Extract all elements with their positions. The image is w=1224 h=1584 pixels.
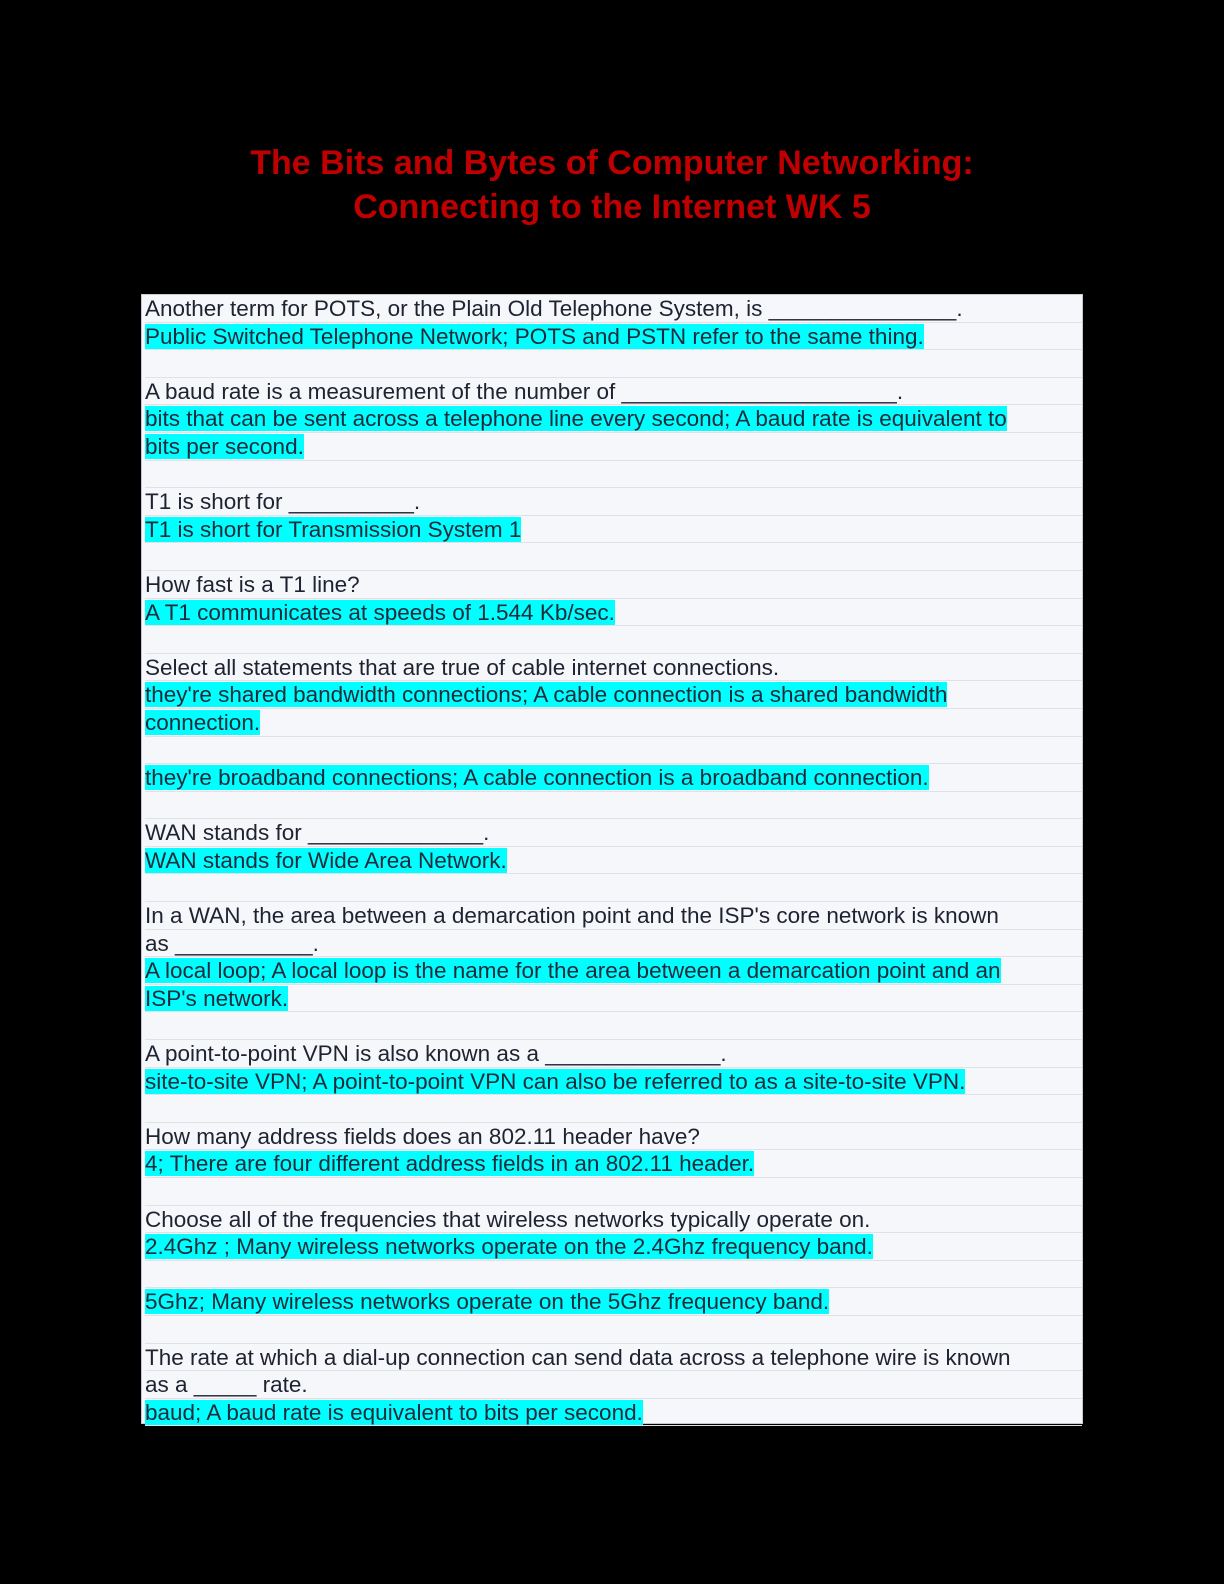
question-text: A point-to-point VPN is also known as a ______________. [145, 1041, 727, 1067]
question-line [145, 571, 1082, 599]
answer-text: bits per second. [145, 433, 304, 459]
question-line [145, 930, 1082, 958]
question-line [145, 819, 1082, 847]
answer-line [145, 985, 1082, 1013]
question-line [145, 1040, 1082, 1068]
answer-line [145, 323, 1082, 351]
blank-line [145, 1316, 1082, 1344]
blank-line [145, 543, 1082, 571]
answer-text: ISP's network. [145, 985, 289, 1011]
blank-line [145, 874, 1082, 902]
blank-line [145, 1012, 1082, 1040]
answer-line [145, 433, 1082, 461]
answer-line [145, 764, 1082, 792]
document-title-line-2: Connecting to the Internet WK 5 [353, 188, 871, 226]
answer-text: 2.4Ghz ; Many wireless networks operate on the 2.4Ghz frequency band. [145, 1234, 873, 1260]
answer-line [145, 1399, 1082, 1427]
question-text: T1 is short for __________. [145, 489, 421, 515]
answer-text: connection. [145, 709, 261, 735]
answer-text: WAN stands for Wide Area Network. [145, 847, 507, 873]
blank-line [145, 350, 1082, 378]
answer-line [145, 1233, 1082, 1261]
answer-line [145, 847, 1082, 875]
question-text: Select all statements that are true of cable internet connections. [145, 654, 780, 680]
blank-line [145, 461, 1082, 489]
question-line [145, 295, 1082, 323]
blank-line [145, 737, 1082, 765]
answer-line [145, 599, 1082, 627]
document-title [0, 141, 1224, 229]
question-text: How many address fields does an 802.11 header have? [145, 1123, 700, 1149]
answer-line [145, 957, 1082, 985]
question-text: as ___________. [145, 930, 319, 956]
blank-line [145, 626, 1082, 654]
answer-line [145, 1068, 1082, 1096]
answer-text: they're broadband connections; A cable connection is a broadband connection. [145, 765, 929, 791]
answer-line [145, 1288, 1082, 1316]
question-line [145, 378, 1082, 406]
blank-line [145, 1261, 1082, 1289]
answer-line [145, 1150, 1082, 1178]
question-line [145, 488, 1082, 516]
answer-text: T1 is short for Transmission System 1 [145, 516, 522, 542]
blank-line [145, 1095, 1082, 1123]
qa-content-block [141, 294, 1083, 1424]
answer-text: A local loop; A local loop is the name for the area between a demarcation point and an [145, 958, 1001, 984]
answer-line [145, 516, 1082, 544]
question-text: Choose all of the frequencies that wireless networks typically operate on. [145, 1206, 871, 1232]
answer-text: 4; There are four different address fields in an 802.11 header. [145, 1151, 755, 1177]
question-line [145, 1344, 1082, 1372]
question-line [145, 1371, 1082, 1399]
answer-line [145, 681, 1082, 709]
answer-text: site-to-site VPN; A point-to-point VPN can also be referred to as a site-to-site VPN. [145, 1068, 966, 1094]
blank-line [145, 1178, 1082, 1206]
answer-line [145, 709, 1082, 737]
question-text: Another term for POTS, or the Plain Old Telephone System, is _______________. [145, 296, 963, 321]
answer-text: Public Switched Telephone Network; POTS and PSTN refer to the same thing. [145, 323, 924, 349]
blank-line [145, 792, 1082, 820]
question-line [145, 654, 1082, 682]
answer-text: baud; A baud rate is equivalent to bits per second. [145, 1399, 643, 1425]
question-text: In a WAN, the area between a demarcation point and the ISP's core network is known [145, 903, 999, 929]
answer-line [145, 405, 1082, 433]
document-title-line-1: The Bits and Bytes of Computer Networking: [250, 144, 974, 182]
question-text: A baud rate is a measurement of the number of ______________________. [145, 378, 904, 404]
question-line [145, 1123, 1082, 1151]
question-line [145, 902, 1082, 930]
question-text: The rate at which a dial-up connection can send data across a telephone wire is known [145, 1344, 1011, 1370]
answer-text: A T1 communicates at speeds of 1.544 Kb/sec. [145, 599, 615, 625]
answer-text: 5Ghz; Many wireless networks operate on the 5Ghz frequency band. [145, 1289, 830, 1315]
question-line [145, 1206, 1082, 1234]
question-text: WAN stands for ______________. [145, 820, 490, 846]
question-text: as a _____ rate. [145, 1372, 308, 1398]
question-text: How fast is a T1 line? [145, 571, 360, 597]
answer-text: bits that can be sent across a telephone line every second; A baud rate is equivalent to [145, 406, 1007, 432]
answer-text: they're shared bandwidth connections; A cable connection is a shared bandwidth [145, 682, 948, 708]
